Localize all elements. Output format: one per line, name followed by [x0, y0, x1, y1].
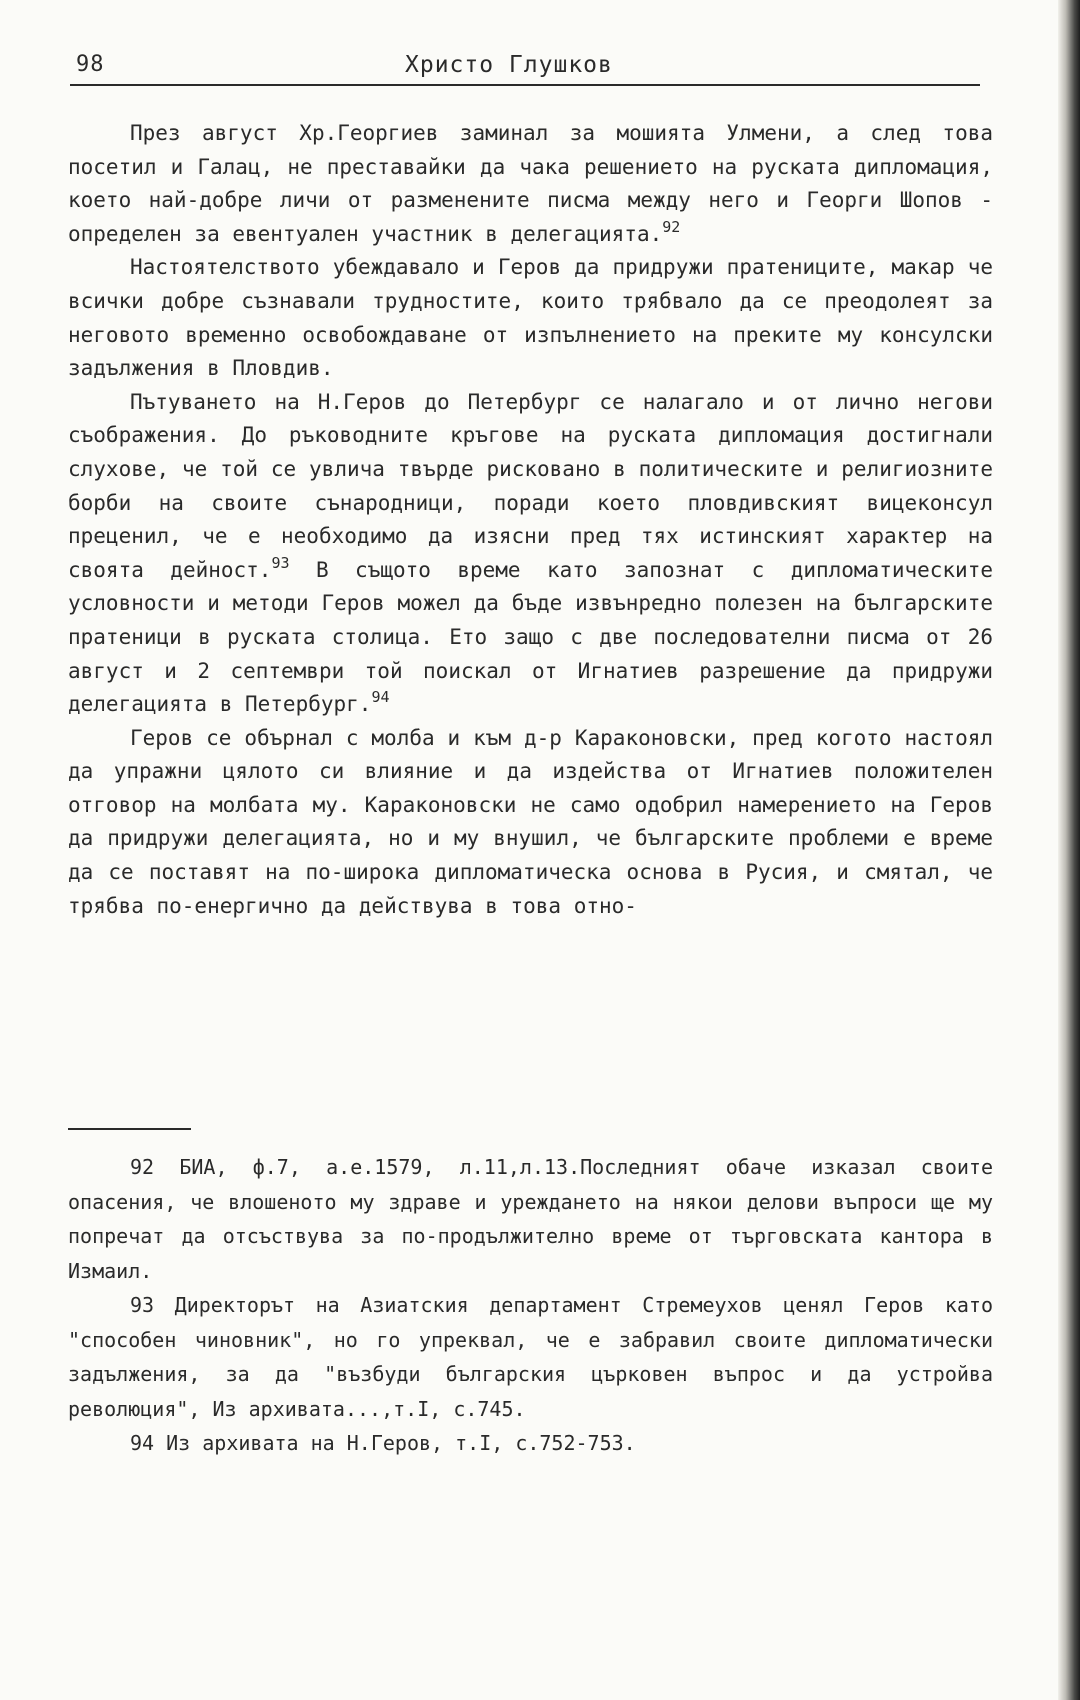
footnote-93: 93 Директорът на Азиатския департамент Стремеухов ценял Геров като "способен чиновник", но го упреквал, че е забравил своите дипломатически задължения, за да "възбуди българския църковен въпрос и да устройва революция", Из архивата...,т.I, с.745. — [68, 1293, 993, 1421]
page-edge-shadow — [1058, 0, 1080, 1700]
paragraph-3: Пътуването на Н.Геров до Петербург се налагало и от лично негови съображения. До ръководните кръгове на руската дипломация достигнали слухове, че той се увлича твърде рисковано в политическите и религиозните борби на своите сънародници, поради което пловдивският вицеконсул преценил, че е необходимо да изясни пред тях истинският характер на своята дейност.$^{93}$ В същото време като запознат с дипломатическите условности и методи Геров можел да бъде извънредно полезен на българските пратеници в руската столица. Ето защо с две последователни писма от 26 август и 2 септември той поискал от Игнатиев разрешение да придружи делегацията в Петербург.$^{94}$ — [68, 389, 993, 717]
footnote-divider — [68, 1128, 191, 1130]
footnote-ref-92[interactable]: 92 — [662, 217, 681, 236]
footnote-ref-93[interactable]: 93 — [271, 553, 290, 572]
footnote-ref-94[interactable]: 94 — [371, 688, 390, 707]
main-text — [68, 117, 993, 923]
paragraph-1: През август Хр.Георгиев заминал за мошията Улмени, а след това посетил и Галац, не преставайки да чака решението на руската дипломация, което най-добре личи от разменените писма между него и Георги Шопов - определен за евентуален участник в делегацията.$^{92}$ — [68, 121, 993, 246]
footnote-92: 92 БИА, ф.7, а.е.1579, л.11,л.13.Последният обаче изказал своите опасения, че влошеното му здраве и уреждането на някои делови въпроси ще му попречат да отсъствува за по-продължително време от търговската кантора в Измаил. — [68, 1155, 993, 1283]
footnotes — [68, 1150, 993, 1461]
paragraph-2: Настоятелството убеждавало и Геров да придружи пратениците, макар че всички добре съзнавали трудностите, които трябвало да се преодолеят за неговото временно освобождаване от изпълнението на преките му консулски задължения в Пловдив. — [68, 255, 993, 381]
page-header — [70, 50, 980, 86]
footnote-94: 94 Из архивата на Н.Геров, т.I, с.752-753. — [130, 1431, 636, 1455]
page-number: 98 — [76, 52, 105, 77]
running-head: Христо Глушков — [405, 52, 613, 78]
paragraph-4: Геров се обърнал с молба и към д-р Караконовски, пред когото настоял да упражни цялото си влияние и да издейства от Игнатиев положителен отговор на молбата му. Караконовски не само одобрил намерението на Геров да придружи делегацията, но и му внушил, че българските проблеми е време да се поставят на по-широка дипломатическа основа в Русия, и смятал, че трябва по-енергично да действува в това отно- — [68, 725, 993, 918]
